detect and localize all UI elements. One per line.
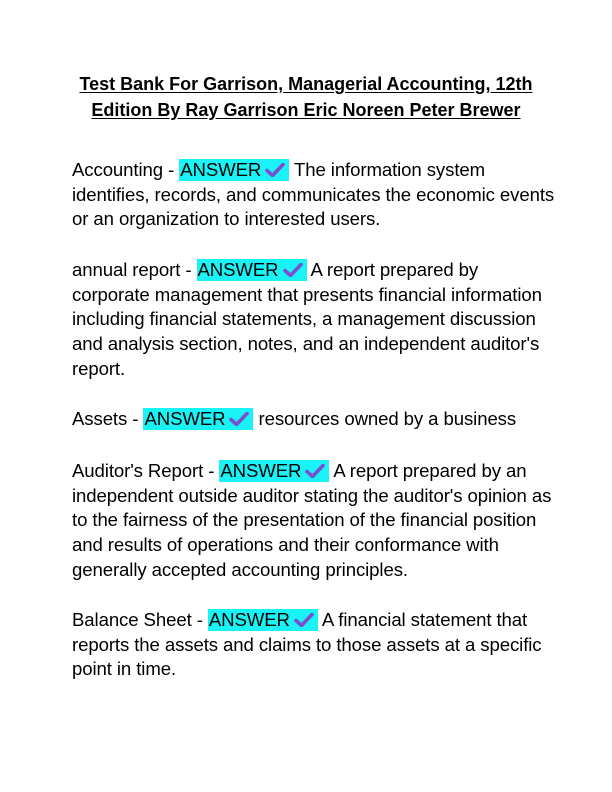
entry-balance-sheet bbox=[72, 608, 556, 682]
entry-accounting bbox=[72, 158, 556, 232]
entry-term: Assets - bbox=[72, 408, 144, 429]
title-line-1: Test Bank For Garrison, Managerial Accounting, 12th bbox=[79, 74, 533, 94]
answer-highlight bbox=[197, 259, 307, 281]
document-title bbox=[60, 71, 552, 123]
entry-definition: A report prepared by corporate management that presents financial information including financial statements, a management discussion and analysis section, notes, and an independent auditor's report. bbox=[72, 259, 542, 379]
entry-term: Accounting - bbox=[72, 159, 180, 180]
answer-label: ANSWER bbox=[180, 159, 262, 180]
checkmark-icon bbox=[294, 613, 314, 627]
answer-highlight bbox=[179, 159, 289, 181]
checkmark-icon bbox=[229, 412, 249, 426]
answer-label: ANSWER bbox=[220, 460, 302, 481]
entry-definition: resources owned by a business bbox=[253, 408, 517, 429]
answer-label: ANSWER bbox=[144, 408, 226, 429]
entry-auditors-report bbox=[72, 459, 556, 583]
entry-term: Auditor's Report - bbox=[72, 460, 220, 481]
checkmark-icon bbox=[283, 263, 303, 277]
entry-definition: The information system identifies, records, and communicates the economic events or an organization to interested users. bbox=[72, 159, 555, 230]
entry-assets bbox=[72, 407, 556, 432]
answer-highlight bbox=[208, 609, 318, 631]
entry-term: Balance Sheet - bbox=[72, 609, 208, 630]
checkmark-icon bbox=[265, 163, 285, 177]
entry-annual-report bbox=[72, 258, 556, 382]
entry-definition: A report prepared by an independent outside auditor stating the auditor's opinion as to the fairness of the presentation of the financial position and results of operations and their conformance with generally accepted accounting principles. bbox=[72, 460, 552, 580]
title-line-2: Edition By Ray Garrison Eric Noreen Peter Brewer bbox=[91, 100, 521, 120]
answer-label: ANSWER bbox=[208, 609, 290, 630]
answer-highlight bbox=[219, 460, 329, 482]
answer-highlight bbox=[143, 408, 253, 430]
entry-term: annual report - bbox=[72, 259, 197, 280]
entry-definition: A financial statement that reports the assets and claims to those assets at a specific point in time. bbox=[72, 609, 542, 680]
answer-label: ANSWER bbox=[197, 259, 279, 280]
checkmark-icon bbox=[305, 464, 325, 478]
